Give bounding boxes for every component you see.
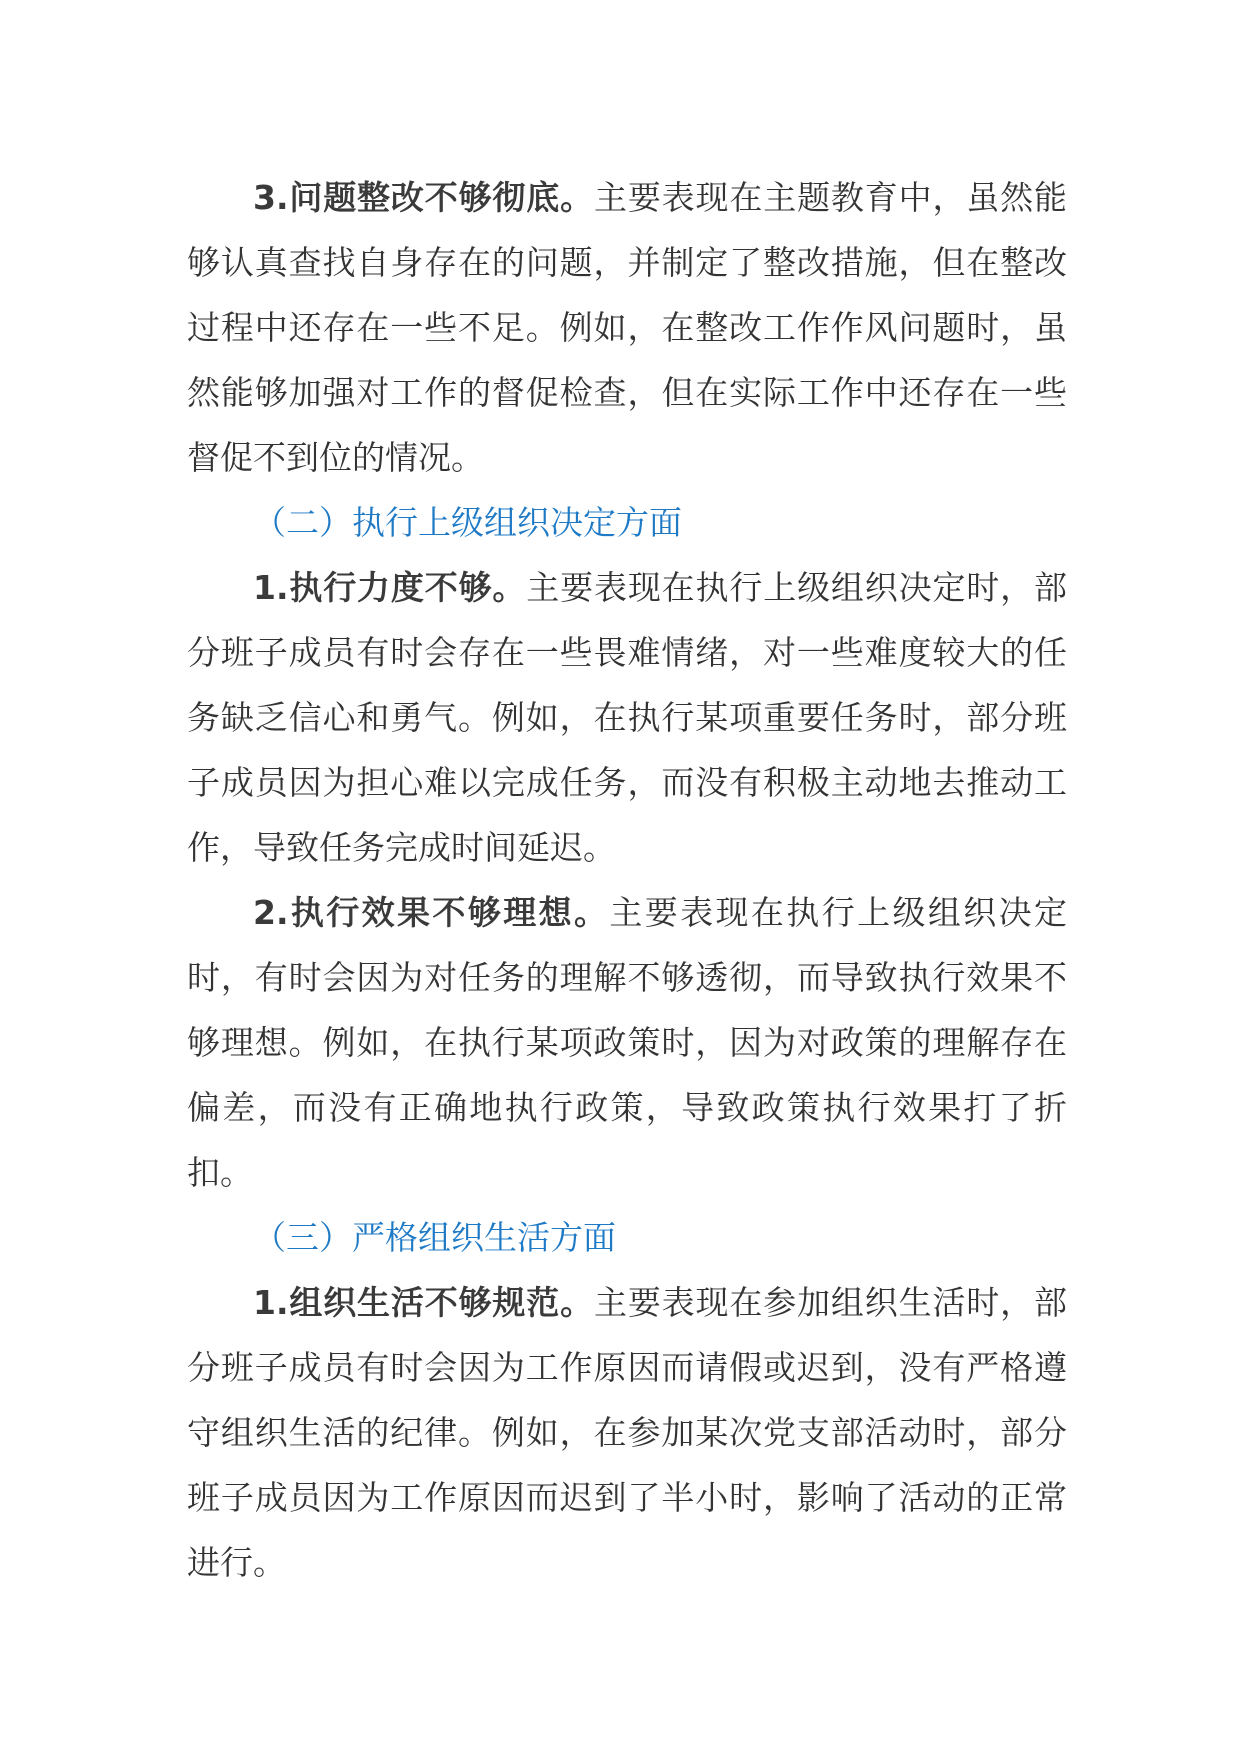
paragraph-lead: 1.组织生活不够规范。: [253, 1283, 594, 1322]
paragraph-text: 主要表现在参加组织生活时，部分班子成员有时会因为工作原因而请假或迟到，没有严格遵守组织生活的纪律。例如，在参加某次党支部活动时，部分班子成员因为工作原因而迟到了半小时，影响了活动的正常进行。: [187, 1283, 1068, 1582]
section-heading-three: （三）严格组织生活方面: [253, 1218, 616, 1257]
paragraph-organization-life: [187, 1270, 1067, 1595]
paragraph-lead: 2.执行效果不够理想。: [253, 893, 610, 932]
paragraph-text: 主要表现在执行上级组织决定时，部分班子成员有时会存在一些畏难情绪，对一些难度较大的任务缺乏信心和勇气。例如，在执行某项重要任务时，部分班子成员因为担心难以完成任务，而没有积极主动地去推动工作，导致任务完成时间延迟。: [187, 568, 1067, 867]
paragraph-execution-strength: [187, 555, 1067, 880]
paragraph-execution-effect: [187, 880, 1067, 1205]
paragraph-text: 主要表现在执行上级组织决定时，有时会因为对任务的理解不够透彻，而导致执行效果不够理想。例如，在执行某项政策时，因为对政策的理解存在偏差，而没有正确地执行政策，导致政策执行效果打了折扣。: [187, 893, 1068, 1192]
paragraph-lead: 3.问题整改不够彻底。: [253, 178, 594, 217]
section-heading-two: （二）执行上级组织决定方面: [253, 503, 682, 542]
paragraph-lead: 1.执行力度不够。: [253, 568, 527, 607]
paragraph-rectification: [187, 165, 1067, 490]
document-body: [187, 165, 1067, 1595]
paragraph-text: 主要表现在主题教育中，虽然能够认真查找自身存在的问题，并制定了整改措施，但在整改过程中还存在一些不足。例如，在整改工作作风问题时，虽然能够加强对工作的督促检查，但在实际工作中还存在一些督促不到位的情况。: [187, 178, 1068, 477]
